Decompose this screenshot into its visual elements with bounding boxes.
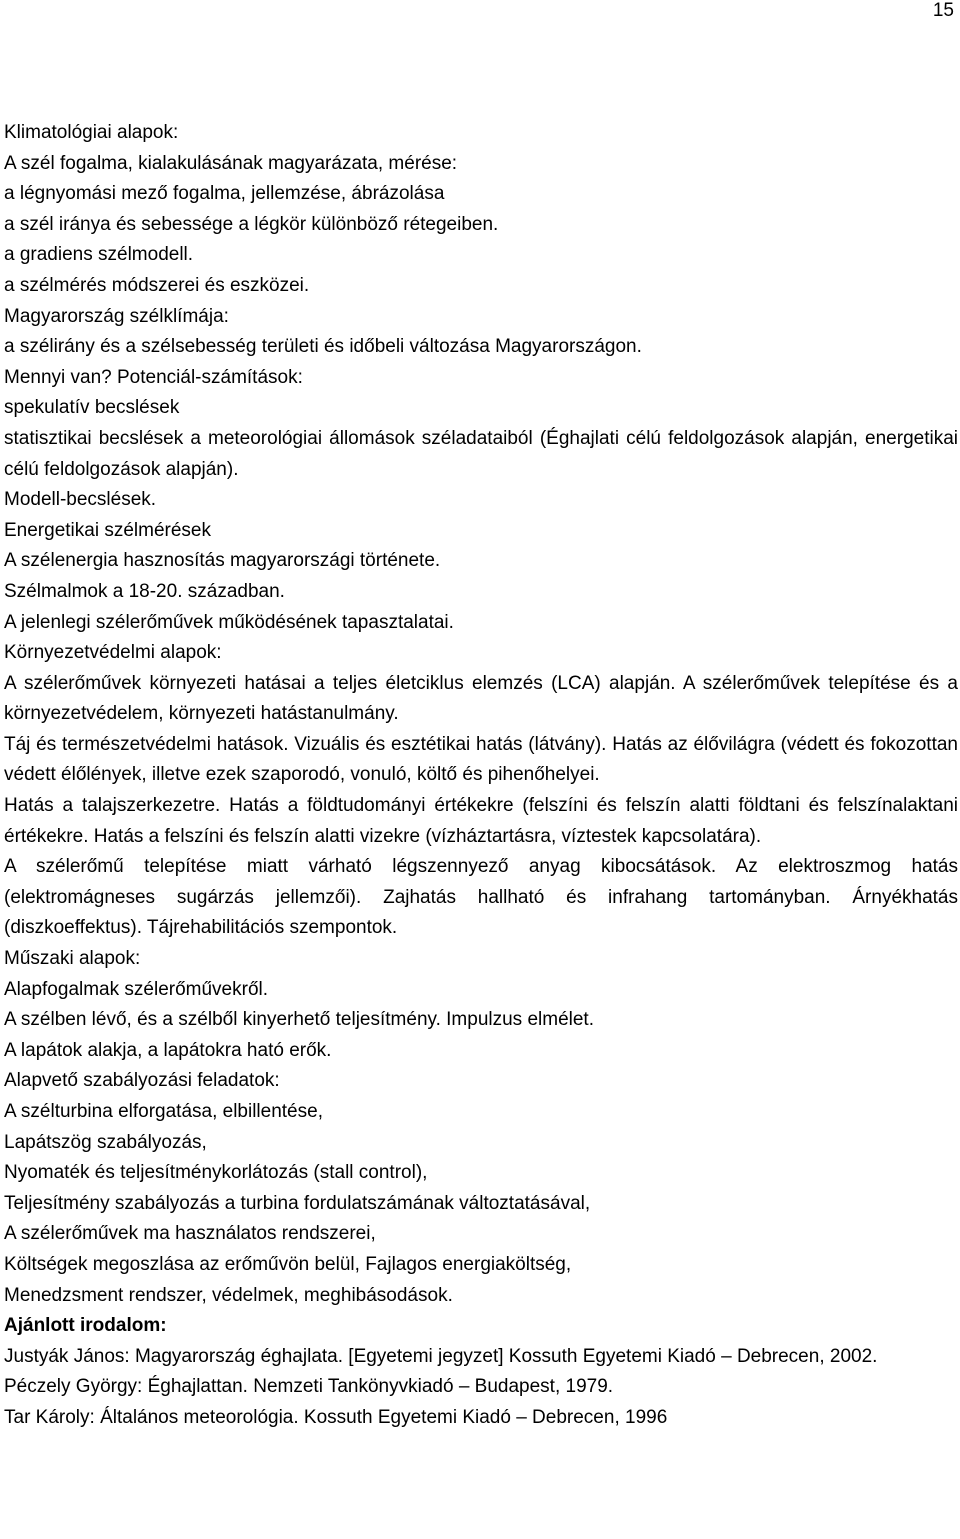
literature-item: Tar Károly: Általános meteorológia. Kossuth Egyetemi Kiadó – Debrecen, 1996 [4,1406,668,1428]
paragraph-emission-effects: A szélerőmű telepítése miatt várható légszennyező anyag kibocsátások. Az elektroszmog hatás (elektromágneses sugárzás jellemzői). Zajhatás hallható és infrahang tartományban. Árnyékhatás (diszkoeffektus). Tájrehabilitációs szempontok. [4,856,958,939]
paragraph-statistical-estimates: statisztikai becslések a meteorológiai állomások széladataiból (Éghajlati célú feldolgozások alapján, energetikai célú feldolgozások alapján). [4,427,958,480]
text-line: Műszaki alapok: [4,948,141,970]
document-body [4,118,958,1434]
text-line: Nyomaték és teljesítménykorlátozás (stall control), [4,1162,428,1184]
text-line: a szélmérés módszerei és eszközei. [4,274,310,296]
text-line: A szélben lévő, és a szélből kinyerhető teljesítmény. Impulzus elmélet. [4,1009,594,1031]
text-line: Modell-becslések. [4,489,157,511]
paragraph-soil-effects: Hatás a talajszerkezetre. Hatás a földtudományi értékekre (felszíni és felszín alatti földtani és felszínalaktani értékekre. Hatás a felszíni és felszín alatti vizekre (vízháztartásra, víztestek kapcsolatára). [4,795,958,847]
text-line: Magyarország szélklímája: [4,305,229,327]
text-line: a gradiens szélmodell. [4,244,194,266]
text-line: Szélmalmok a 18-20. században. [4,580,285,602]
text-line: Teljesítmény szabályozás a turbina fordulatszámának változtatásával, [4,1192,591,1214]
literature-item: Justyák János: Magyarország éghajlata. [Egyetemi jegyzet] Kossuth Egyetemi Kiadó – Debrecen, 2002. [4,1345,878,1367]
text-line: Mennyi van? Potenciál-számítások: [4,366,303,388]
text-line: A jelenlegi szélerőművek működésének tapasztalatai. [4,611,454,633]
text-line: A szél fogalma, kialakulásának magyarázata, mérése: [4,152,458,174]
text-line: Alapvető szabályozási feladatok: [4,1070,280,1092]
page-number: 15 [932,0,954,21]
text-line: A szélerőművek ma használatos rendszerei, [4,1223,376,1245]
text-line: spekulatív becslések [4,397,180,419]
text-line: a szélirány és a szélsebesség területi és időbeli változása Magyarországon. [4,336,642,358]
paragraph-environmental-effects: A szélerőművek környezeti hatásai a teljes életciklus elemzés (LCA) alapján. A szélerőművek telepítése és a környezetvédelem, környezeti hatástanulmány. [4,672,958,725]
literature-heading: Ajánlott irodalom: [4,1315,167,1337]
text-line: Menedzsment rendszer, védelmek, meghibásodások. [4,1284,453,1306]
paragraph-landscape-effects: Táj és természetvédelmi hatások. Vizuális és esztétikai hatás (látvány). Hatás az élővilágra (védett és fokozottan védett élőlények, illetve ezek szaporodó, vonuló, költő és pihenőhelyei. [4,733,958,786]
text-line: A szélturbina elforgatása, elbillentése, [4,1101,323,1122]
text-line: Költségek megoszlása az erőművön belül, Fajlagos energiaköltség, [4,1253,572,1275]
text-line: a szél iránya és sebessége a légkör különböző rétegeiben. [4,213,499,235]
text-line: a légnyomási mező fogalma, jellemzése, ábrázolása [4,183,445,205]
text-line: A lapátok alakja, a lapátokra ható erők. [4,1039,332,1061]
text-line: Klimatológiai alapok: [4,122,179,143]
text-line: Energetikai szélmérések [4,519,211,541]
text-line: Lapátszög szabályozás, [4,1131,207,1153]
text-line: Környezetvédelmi alapok: [4,642,222,664]
text-line: A szélenergia hasznosítás magyarországi története. [4,550,441,572]
text-line: Alapfogalmak szélerőművekről. [4,978,269,1000]
literature-item: Péczely György: Éghajlattan. Nemzeti Tankönyvkiadó – Budapest, 1979. [4,1376,614,1398]
